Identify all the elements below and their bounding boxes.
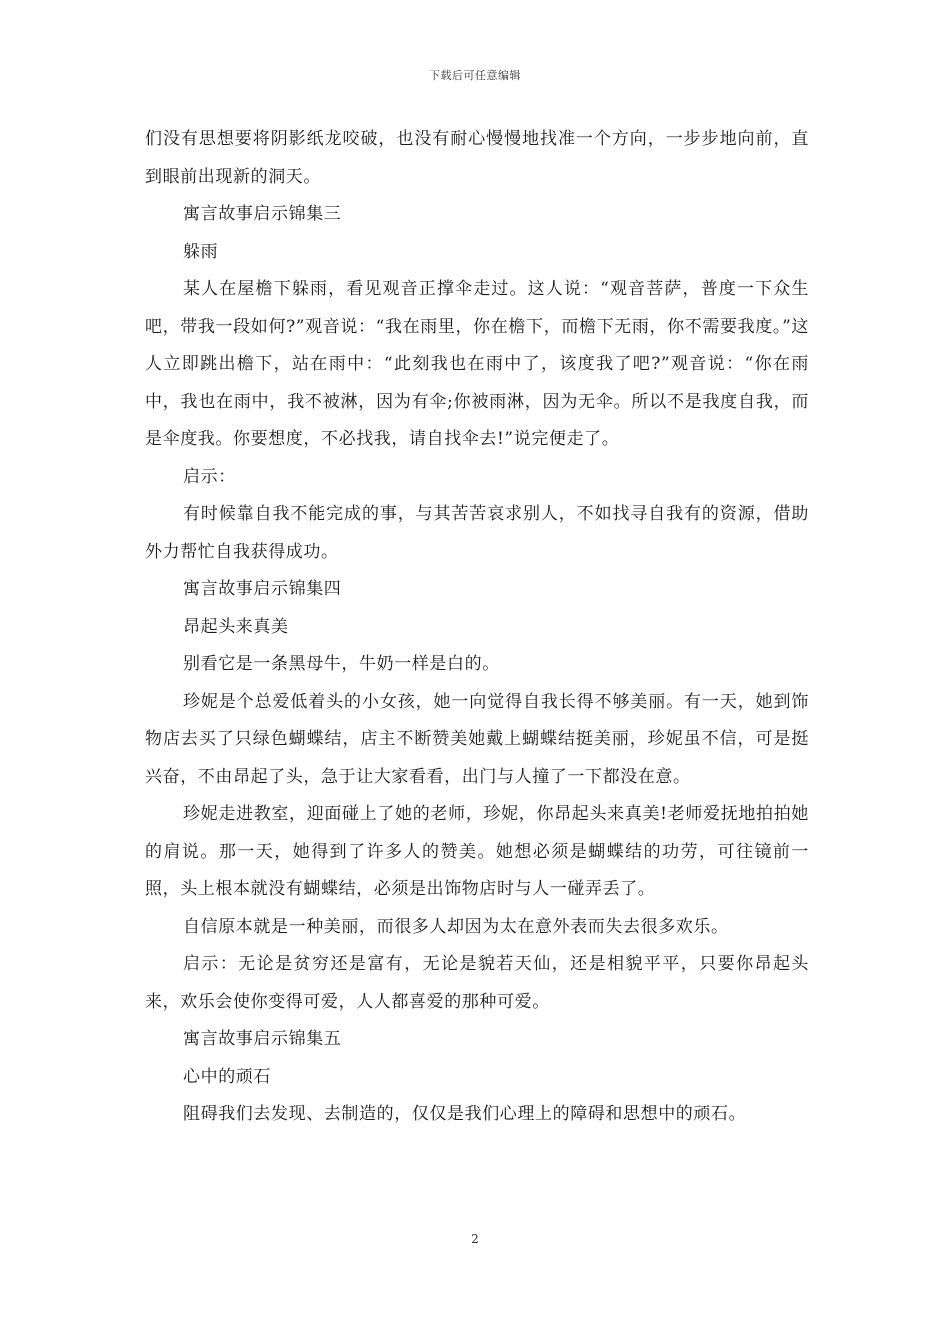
paragraph-continuation: 们没有思想要将阴影纸龙咬破，也没有耐心慢慢地找准一个方向，一步步地向前，直到眼前出现新的洞天。: [145, 129, 809, 187]
paragraph: 自信原本就是一种美丽，而很多人却因为太在意外表而失去很多欢乐。: [183, 916, 729, 937]
paragraph: 珍妮是个总爱低着头的小女孩，她一向觉得自我长得不够美丽。有一天，她到饰物店去买了只绿色蝴蝶结，店主不断赞美她戴上蝴蝶结挺美丽，珍妮虽不信，可是挺兴奋，不由昂起了头，急于让大家看看，出门与人撞了一下都没在意。: [145, 691, 809, 787]
page-header: 下载后可任意编辑: [429, 69, 521, 82]
paragraph: 有时候靠自我不能完成的事，与其苦苦哀求别人，不如找寻自我有的资源，借助外力帮忙自我获得成功。: [145, 504, 809, 562]
story-title: 昂起头来真美: [183, 616, 289, 637]
story-title: 心中的顽石: [183, 1066, 271, 1087]
moral-label: 启示：: [183, 466, 236, 487]
page-number: 2: [471, 1232, 479, 1246]
section-heading: 寓言故事启示锦集三: [183, 204, 342, 224]
section-heading: 寓言故事启示锦集五: [183, 1029, 342, 1049]
paragraph: 阻碍我们去发现、去制造的，仅仅是我们心理上的障碍和思想中的顽石。: [183, 1104, 747, 1124]
section-heading: 寓言故事启示锦集四: [183, 579, 342, 599]
document-body: [145, 121, 809, 1134]
paragraph: 珍妮走进教室，迎面碰上了她的老师，珍妮，你昂起头来真美!老师爱抚地拍拍她的肩说。那一天，她得到了许多人的赞美。她想必须是蝴蝶结的功劳，可往镜前一照，头上根本就没有蝴蝶结，必须是出饰物店时与人一碰弄丢了。: [145, 804, 809, 899]
paragraph: 启示：无论是贫穷还是富有，无论是貌若天仙，还是相貌平平，只要你昂起头来，欢乐会使你变得可爱，人人都喜爱的那种可爱。: [145, 954, 809, 1012]
paragraph: 某人在屋檐下躲雨，看见观音正撑伞走过。这人说：“观音菩萨，普度一下众生吧，带我一段如何?”观音说：“我在雨里，你在檐下，而檐下无雨，你不需要我度。”这人立即跳出檐下，站在雨中：“此刻我也在雨中了，该度我了吧?”观音说：“你在雨中，我也在雨中，我不被淋，因为有伞;你被雨淋，因为无伞。所以不是我度自我，而是伞度我。你要想度，不必找我，请自找伞去!”说完便走了。: [145, 279, 809, 449]
paragraph: 别看它是一条黑母牛，牛奶一样是白的。: [183, 654, 500, 674]
story-title: 躲雨: [183, 241, 219, 262]
